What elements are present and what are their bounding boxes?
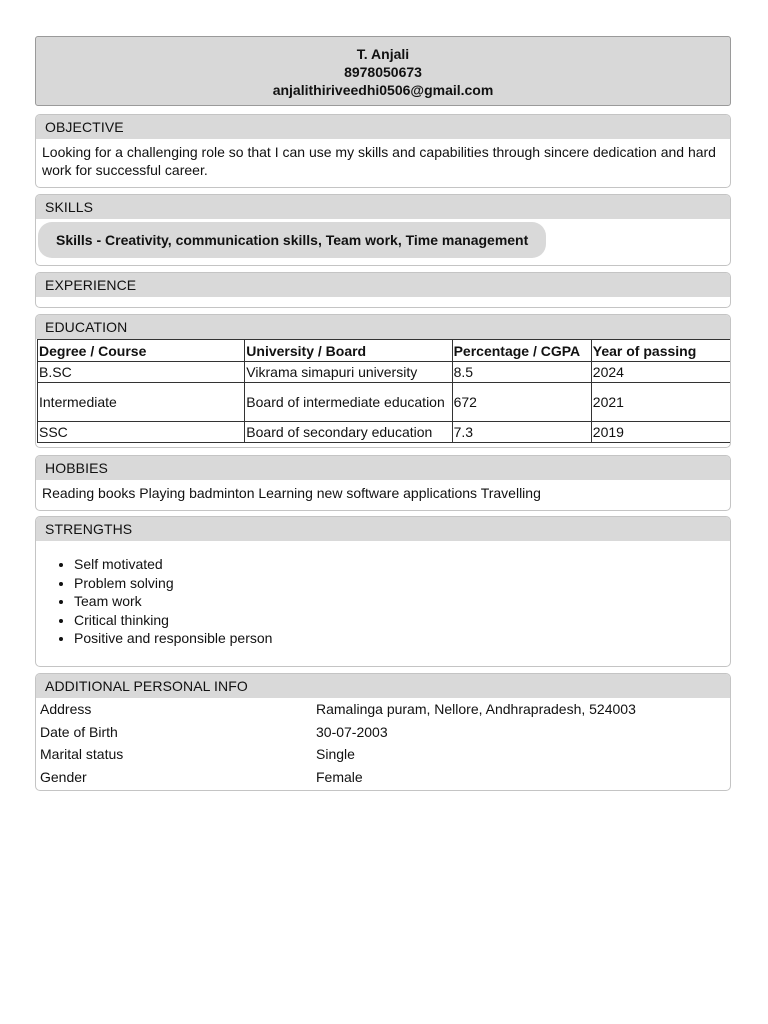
skills-pill: Skills - Creativity, communication skills, Team work, Time management [38, 222, 546, 258]
percentage-cell: 7.3 [452, 422, 591, 443]
objective-section [35, 114, 731, 188]
degree-cell: SSC [38, 422, 245, 443]
col-year: Year of passing [591, 340, 730, 362]
list-item: • Positive and responsible person [74, 629, 730, 648]
percentage-cell: 672 [452, 383, 591, 422]
education-title: EDUCATION [36, 315, 730, 339]
list-item: • Self motivated [74, 555, 730, 574]
info-value: Ramalinga puram, Nellore, Andhrapradesh, 524003 [316, 701, 636, 717]
col-percentage: Percentage / CGPA [452, 340, 591, 362]
candidate-email: anjalithiriveedhi0506@gmail.com [272, 82, 494, 98]
degree-cell: Intermediate [38, 383, 245, 422]
col-university: University / Board [245, 340, 452, 362]
year-cell: 2019 [591, 422, 730, 443]
resume-header [35, 36, 731, 106]
objective-text: Looking for a challenging role so that I can use my skills and capabilities through sincere dedication and hard work for successful career. [42, 144, 716, 178]
university-cell: Board of intermediate education [245, 383, 452, 422]
education-table [37, 339, 731, 443]
university-cell: Board of secondary education [245, 422, 452, 443]
hobbies-title: HOBBIES [36, 456, 730, 480]
info-label: Gender [40, 768, 87, 785]
info-value: Single [316, 746, 355, 762]
col-degree: Degree / Course [38, 340, 245, 362]
university-cell: Vikrama simapuri university [245, 362, 452, 383]
info-row-gender [36, 766, 730, 789]
experience-section [35, 272, 731, 308]
objective-title: OBJECTIVE [36, 115, 730, 139]
list-item: • Team work [74, 592, 730, 611]
info-label: Date of Birth [40, 723, 118, 740]
education-row [38, 422, 731, 443]
candidate-name: T. Anjali [356, 46, 410, 62]
strengths-list [36, 555, 730, 648]
info-value: 30-07-2003 [316, 723, 388, 740]
experience-title: EXPERIENCE [36, 273, 730, 297]
skills-section [35, 194, 731, 266]
year-cell: 2024 [591, 362, 730, 383]
education-section [35, 314, 731, 448]
hobbies-section [35, 455, 731, 511]
strengths-title: STRENGTHS [36, 517, 730, 541]
education-header-row [38, 340, 731, 362]
skills-title: SKILLS [36, 195, 730, 219]
info-row-dob [36, 721, 730, 744]
percentage-cell: 8.5 [452, 362, 591, 383]
degree-cell: B.SC [38, 362, 245, 383]
list-item: • Problem solving [74, 574, 730, 593]
personal-info-section [35, 673, 731, 791]
info-value: Female [316, 768, 363, 785]
info-label: Address [40, 701, 92, 717]
info-label: Marital status [40, 746, 124, 762]
education-row [38, 383, 731, 422]
hobbies-text: Reading books Playing badminton Learning new software applications Travelling [42, 485, 541, 501]
personal-info-title: ADDITIONAL PERSONAL INFO [36, 674, 730, 698]
info-row-marital-status [36, 743, 730, 766]
candidate-phone: 8978050673 [344, 64, 422, 80]
education-row [38, 362, 731, 383]
strengths-section [35, 516, 731, 667]
info-row-address [36, 698, 730, 721]
list-item: • Critical thinking [74, 611, 730, 630]
year-cell: 2021 [591, 383, 730, 422]
